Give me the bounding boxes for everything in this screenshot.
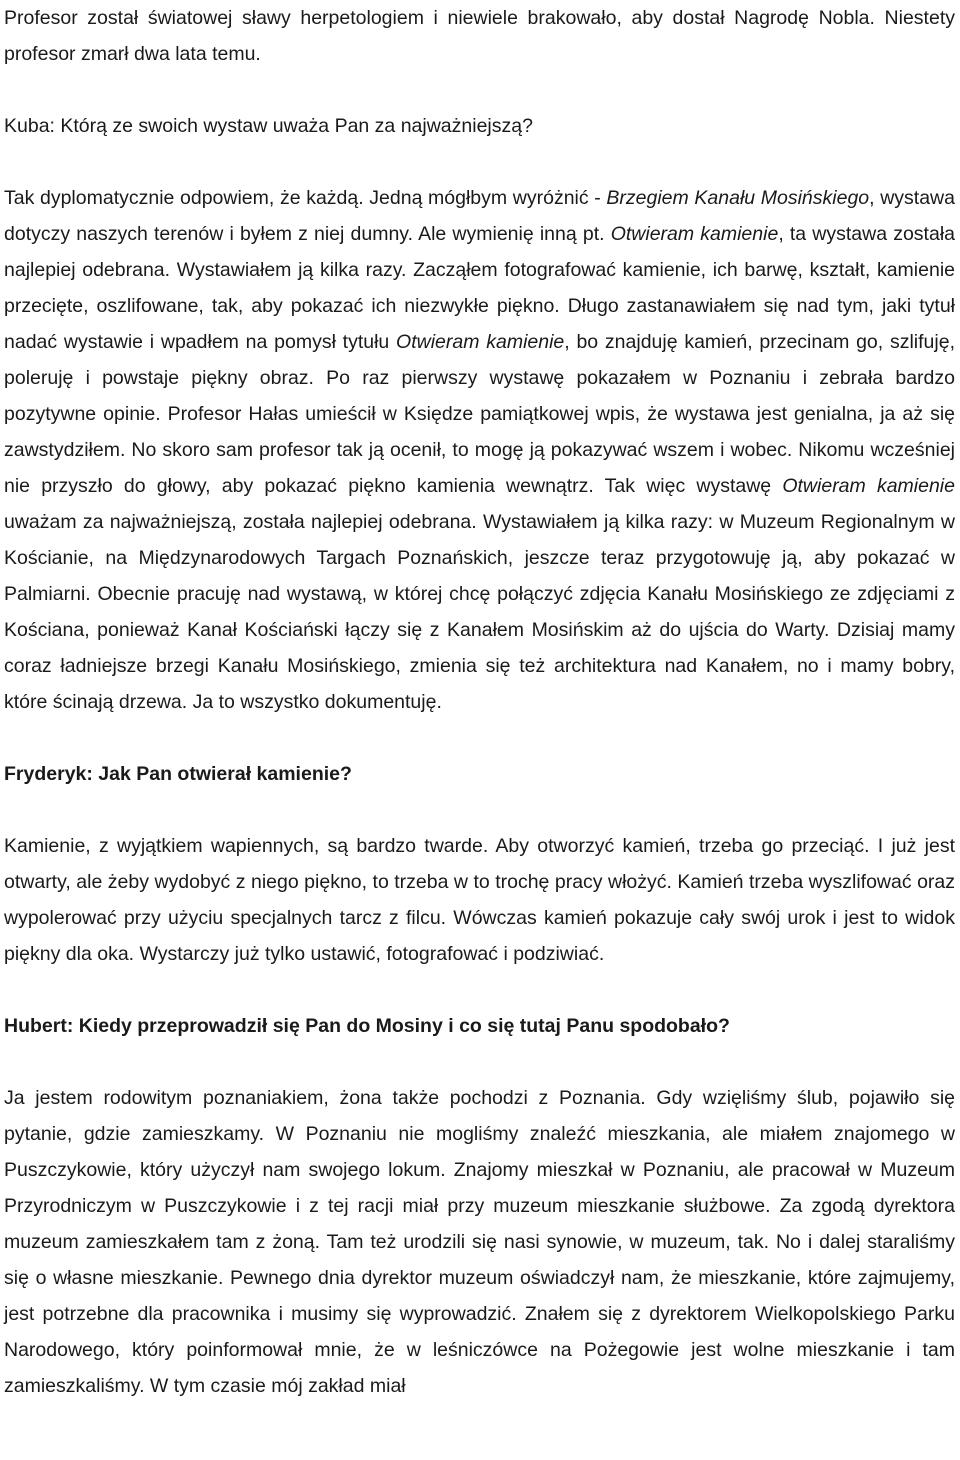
answer-exhibitions (4, 180, 955, 720)
question-fryderyk: Fryderyk: Jak Pan otwierał kamienie? (4, 763, 352, 785)
answer-text: , ta wystawa została najlepiej odebrana. Wystawiałem ją kilka razy. Zacząłem fotografować kamienie, ich barwę, kształt, kamienie przecięte, oszlifowane, tak, aby pokazać ich niezwykłe piękno. Długo zastanawiałem się nad tym, jaki tytuł nadać wystawie i wpadłem na pomysł tytułu (4, 223, 955, 353)
answer-text: , bo znajduję kamień, przecinam go, szlifuję, poleruję i powstaje piękny obraz. Po raz pierwszy wystawę pokazałem w Poznaniu i zebrała bardzo pozytywne opinie. Profesor Hałas umieścił w Księdze pamiątkowej wpis, że wystawa jest genialna, ja aż się zawstydziłem. No skoro sam profesor tak ją ocenił, to mogę ją pokazywać wszem i wobec. Nikomu wcześniej nie przyszło do głowy, aby pokazać piękno kamienia wewnątrz. Tak więc wystawę (4, 331, 955, 497)
question-kuba: Kuba: Którą ze swoich wystaw uważa Pan za najważniejszą? (4, 115, 533, 137)
answer-text: uważam za najważniejszą, została najlepiej odebrana. Wystawiałem ją kilka razy: w Muzeum Regionalnym w Kościanie, na Międzynarodowych Targach Poznańskich, jeszcze teraz przygotowuję ją, aby pokazać w Palmiarni. Obecnie pracuję nad wystawą, w której chcę połączyć zdjęcia Kanału Mosińskiego ze zdjęciami z Kościana, ponieważ Kanał Kościański łączy się z Kanałem Mosińskim aż do ujścia do Warty. Dzisiaj mamy coraz ładniejsze brzegi Kanału Mosińskiego, zmienia się też architektura nad Kanałem, no i mamy bobry, które ścinają drzewa. Ja to wszystko dokumentuję. (4, 511, 955, 713)
answer-moving-to-mosina: Ja jestem rodowitym poznaniakiem, żona także pochodzi z Poznania. Gdy wzięliśmy ślub, pojawiło się pytanie, gdzie zamieszkamy. W Poznaniu nie mogliśmy znaleźć mieszkania, ale miałem znajomego w Puszczykowie, który użyczył nam swojego lokum. Znajomy mieszkał w Poznaniu, ale pracował w Muzeum Przyrodniczym w Puszczykowie i z tej racji miał przy muzeum mieszkanie służbowe. Za zgodą dyrektora muzeum zamieszkałem tam z żoną. Tam też urodzili się nasi synowie, w muzeum, tak. No i dalej staraliśmy się o własne mieszkanie. Pewnego dnia dyrektor muzeum oświadczył nam, że mieszkanie, które zajmujemy, jest potrzebne dla pracownika i musimy się wyprowadzić. Znałem się z dyrektorem Wielkopolskiego Parku Narodowego, który poinformował mnie, że w leśniczówce na Pożegowie jest wolne mieszkanie i tam zamieszkaliśmy. W tym czasie mój zakład miał (4, 1087, 955, 1397)
exhibition-title: Otwieram kamienie (396, 331, 565, 353)
answer-text: Tak dyplomatycznie odpowiem, że każdą. Jedną mógłbym wyróżnić - (4, 187, 607, 209)
paragraph-spacer (4, 972, 955, 1008)
question-hubert: Hubert: Kiedy przeprowadził się Pan do Mosiny i co się tutaj Panu spodobało? (4, 1015, 730, 1037)
document-page (4, 0, 955, 1404)
paragraph-spacer (4, 792, 955, 828)
answer-text: , wystawa dotyczy naszych terenów i byłem z niej dumny. Ale wymienię inną pt. (4, 187, 955, 245)
exhibition-title: Otwieram kamienie (610, 223, 779, 245)
exhibition-title: Otwieram kamienie (782, 475, 955, 497)
answer-opening-stones: Kamienie, z wyjątkiem wapiennych, są bardzo twarde. Aby otworzyć kamień, trzeba go przeciąć. I już jest otwarty, ale żeby wydobyć z niego piękno, to trzeba w to trochę pracy włożyć. Kamień trzeba wyszlifować oraz wypolerować przy użyciu specjalnych tarcz z filcu. Wówczas kamień pokazuje cały swój urok i jest to widok piękny dla oka. Wystarczy już tylko ustawić, fotografować i podziwiać. (4, 835, 955, 965)
intro-paragraph: Profesor został światowej sławy herpetologiem i niewiele brakowało, aby dostał Nagrodę Nobla. Niestety profesor zmarł dwa lata temu. (4, 7, 955, 65)
exhibition-title: Brzegiem Kanału Mosińskiego (606, 187, 870, 209)
paragraph-spacer (4, 144, 955, 180)
paragraph-spacer (4, 72, 955, 108)
paragraph-spacer (4, 1044, 955, 1080)
paragraph-spacer (4, 720, 955, 756)
